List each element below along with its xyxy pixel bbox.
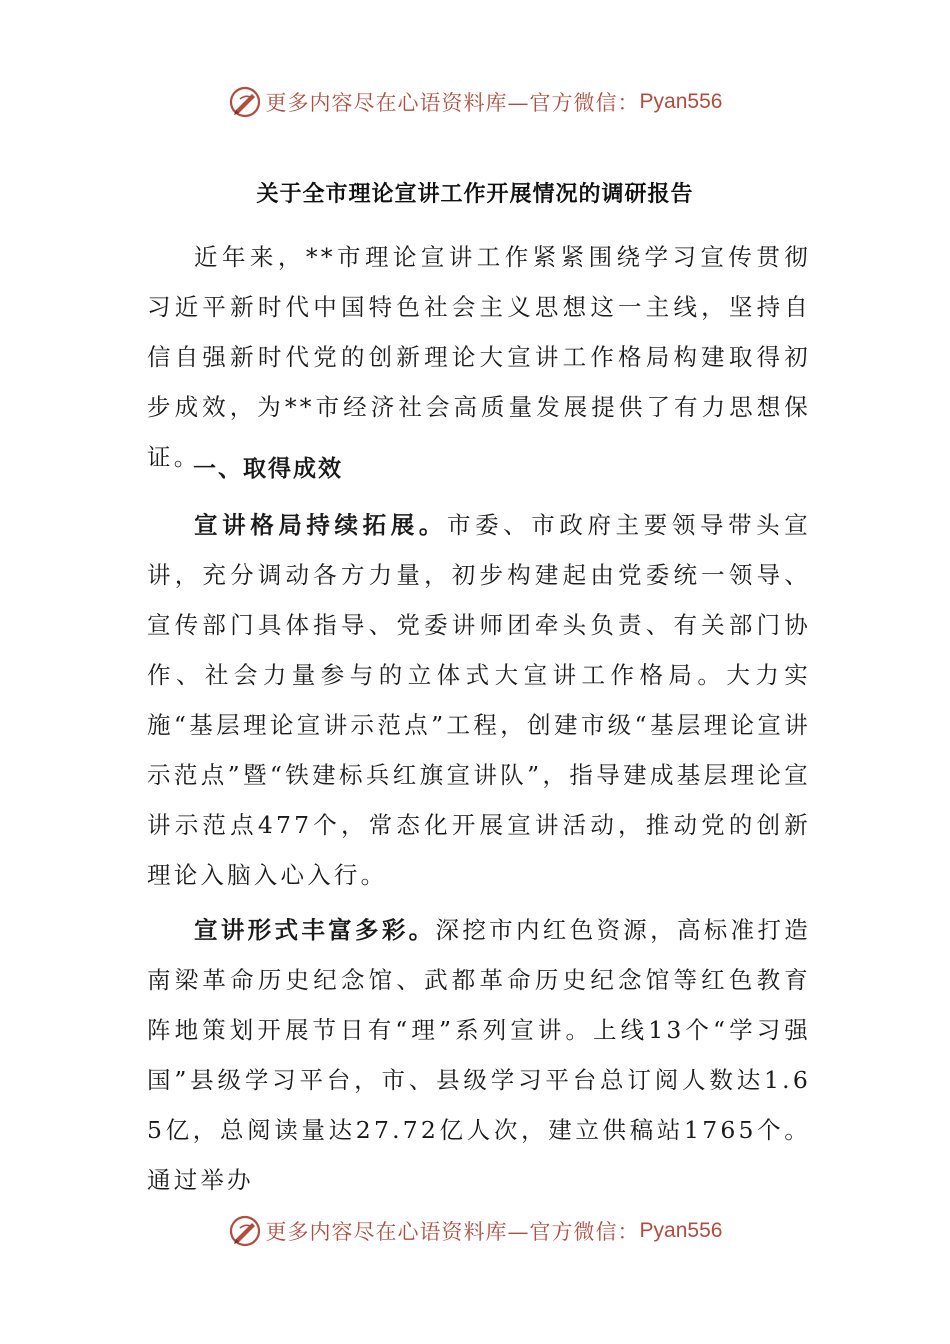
watermark-text: 更多内容尽在心语资料库—官方微信： <box>265 1220 640 1244</box>
document-title: 关于全市理论宣讲工作开展情况的调研报告 <box>256 182 694 207</box>
pen-seal-logo-icon <box>228 85 262 119</box>
paragraph-publicity-forms <box>147 905 811 1205</box>
intro-paragraph: 近年来，**市理论宣讲工作紧紧围绕学习宣传贯彻习近平新时代中国特色社会主义思想这一主线，坚持自信自强新时代党的创新理论大宣讲工作格局构建取得初步成效，为**市经济社会高质量发展提供了有力思想保证。 <box>147 243 811 471</box>
paragraph-body: 深挖市内红色资源，高标准打造南梁革命历史纪念馆、武都革命历史纪念馆等红色教育阵地策划开展节日有“理”系列宣讲。上线13个“学习强国”县级学习平台，市、县级学习平台总订阅人数达1.65亿，总阅读量达27.72亿人次，建立供稿站1765个。通过举办 <box>147 916 811 1194</box>
watermark-text: 更多内容尽在心语资料库—官方微信： <box>265 91 640 115</box>
watermark-wechat-id: Pyan556 <box>639 90 723 113</box>
watermark-wechat-id: Pyan556 <box>639 1219 723 1242</box>
watermark-banner-top <box>0 82 950 122</box>
pen-seal-logo-icon <box>228 1214 262 1248</box>
paragraph-body: 市委、市政府主要领导带头宣讲，充分调动各方力量，初步构建起由党委统一领导、宣传部门具体指导、党委讲师团牵头负责、有关部门协作、社会力量参与的立体式大宣讲工作格局。大力实施“基层理论宣讲示范点”工程，创建市级“基层理论宣讲示范点”暨“铁建标兵红旗宣讲队”，指导建成基层理论宣讲示范点477个，常态化开展宣讲活动，推动党的创新理论入脑入心入行。 <box>147 511 811 889</box>
paragraph-lead: 宣讲格局持续拓展。 <box>194 511 447 539</box>
watermark-banner-bottom <box>0 1211 950 1251</box>
section-heading: 一、取得成效 <box>193 456 343 482</box>
paragraph-lead: 宣讲形式丰富多彩。 <box>194 916 436 944</box>
paragraph-publicity-pattern <box>147 500 811 900</box>
